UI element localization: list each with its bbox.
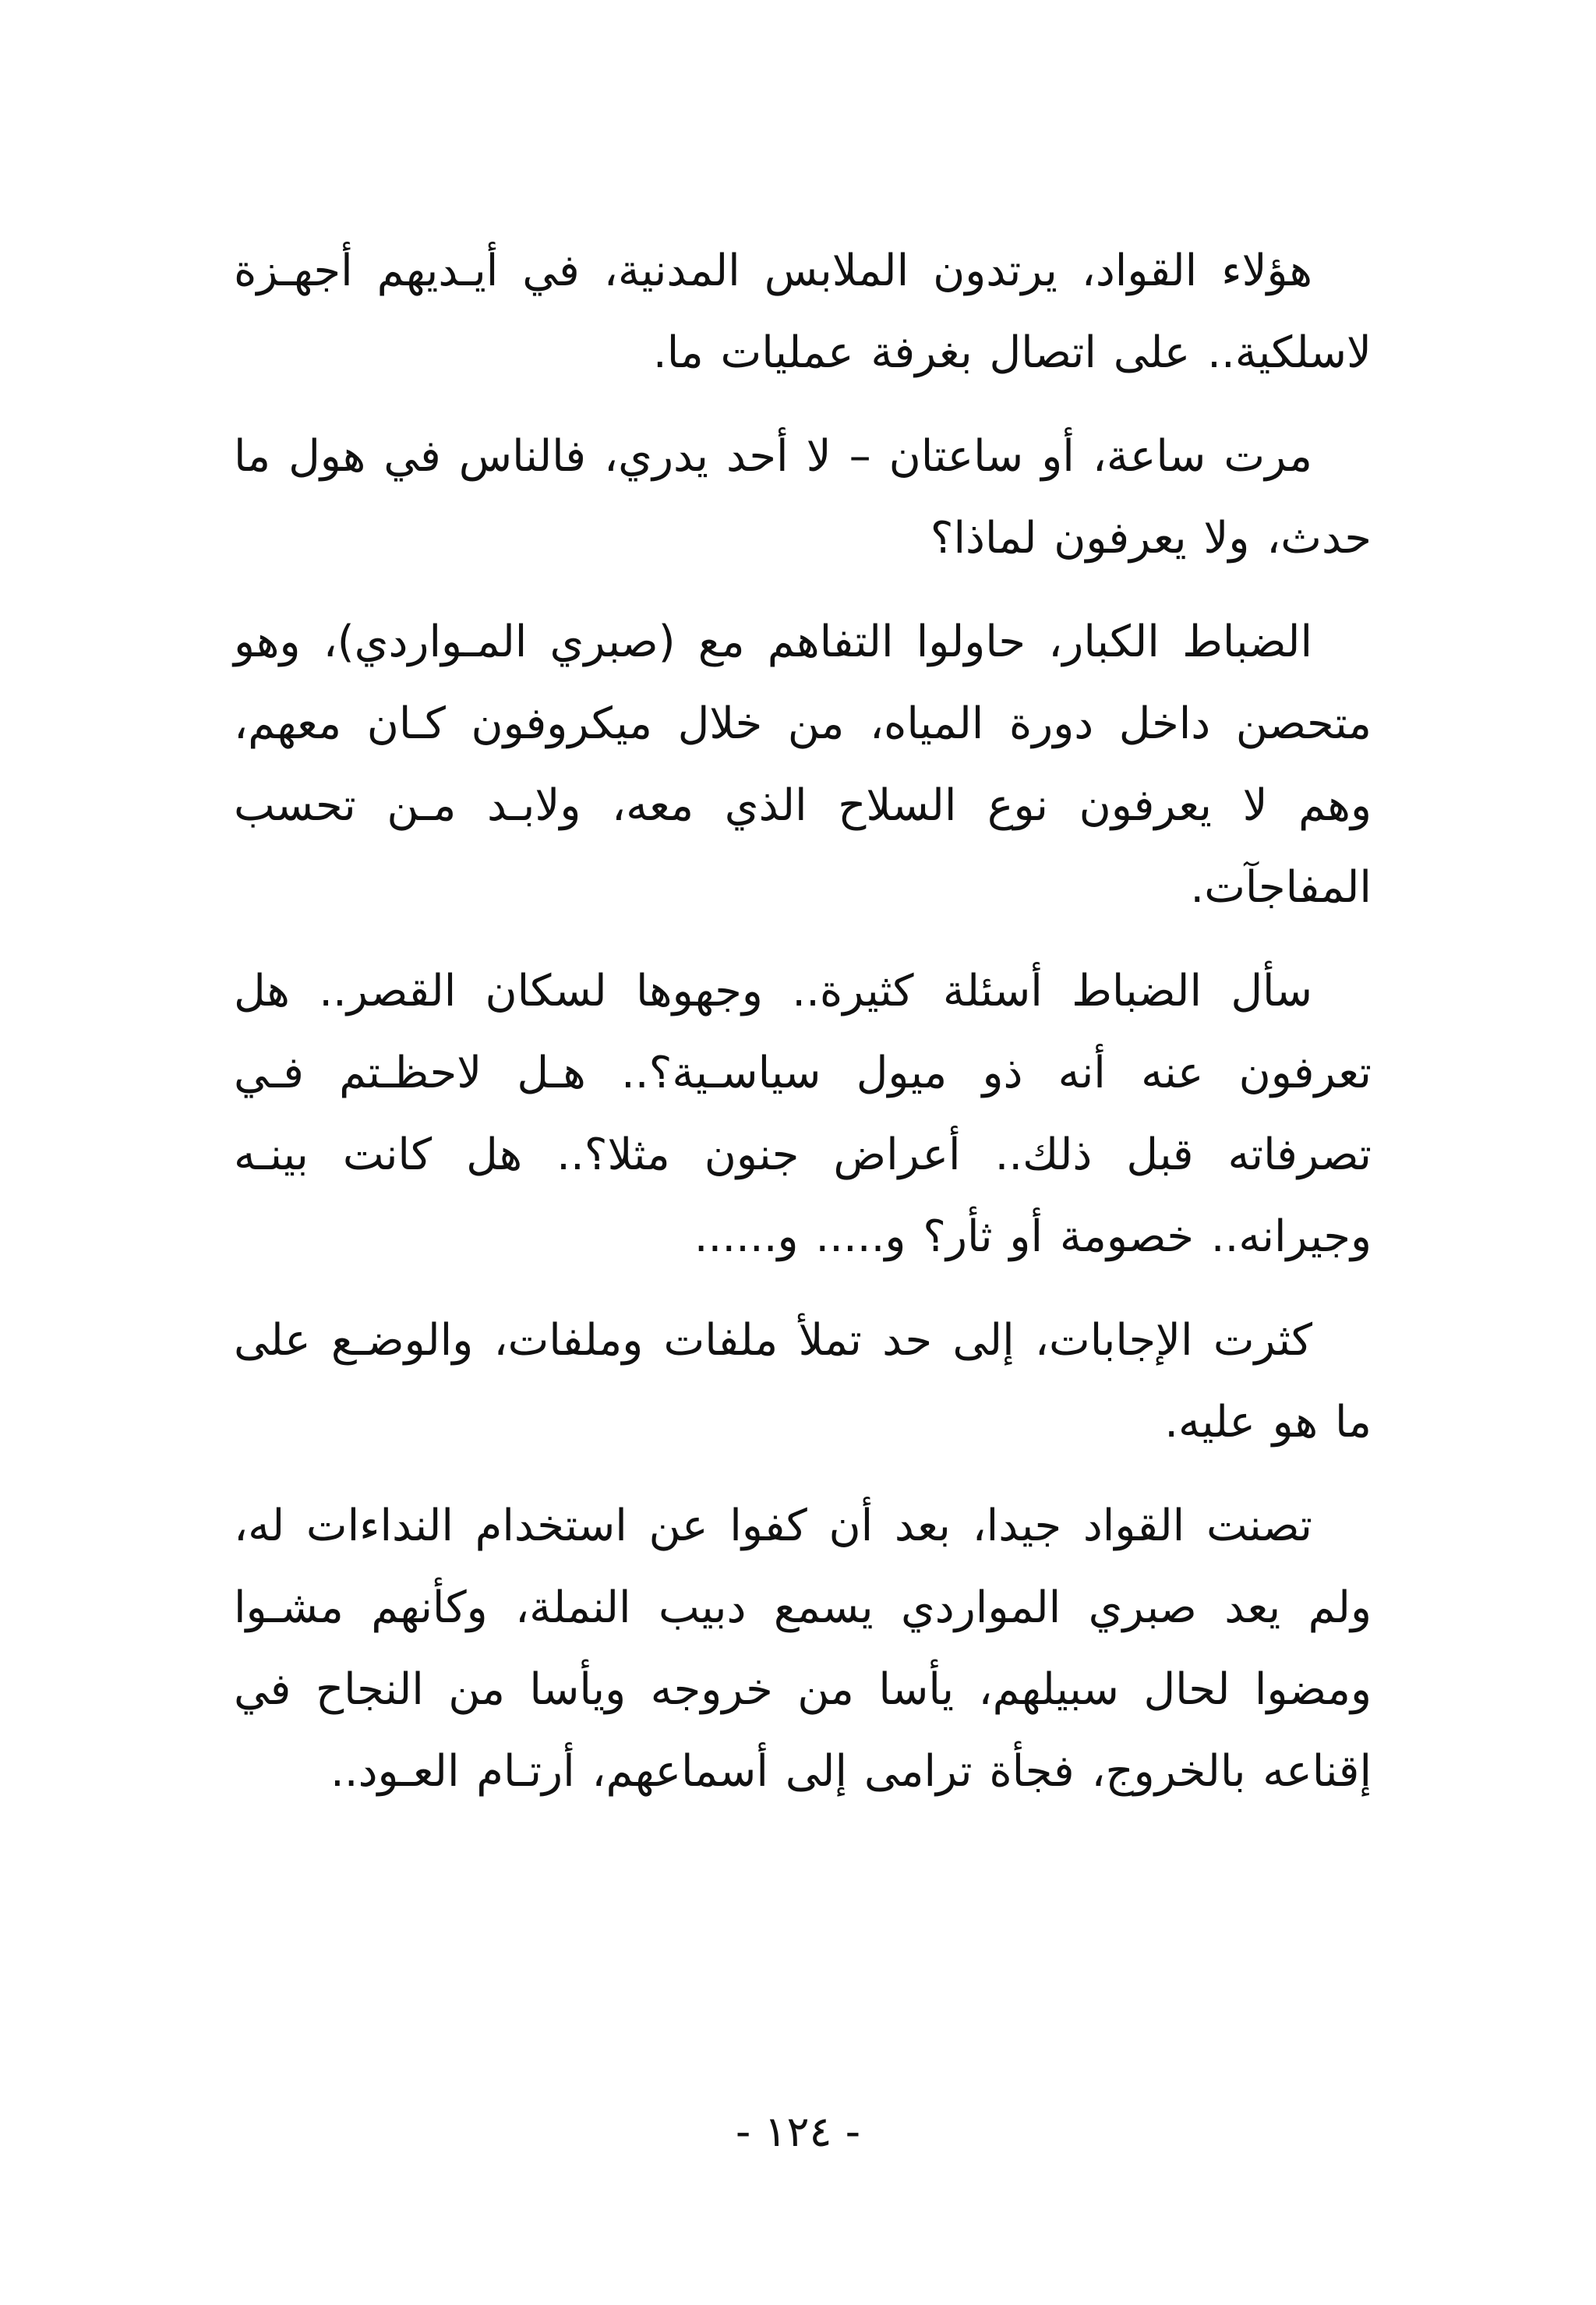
paragraph-3: الضباط الكبار، حاولوا التفاهم مع (صبري المـواردي)، وهو متحصن داخل دورة المياه، من خلال ميكروفون كـان معهم، وهم لا يعرفون نوع السلاح الذي معه، ولابـد مـن تحسب المفاجآت.: [234, 617, 1372, 913]
paragraph-2: مرت ساعة، أو ساعتان – لا أحد يدري، فالناس في هول ما حدث، ولا يعرفون لماذا؟: [234, 431, 1372, 564]
paragraph-6: تصنت القواد جيدا، بعد أن كفوا عن استخدام النداءات له، ولم يعد صبري المواردي يسمع دبيب النملة، وكأنهم مشـوا ومضوا لحال سبيلهم، يأسا من خروجه ويأسا من النجاح في إقناعه بالخروج، فجأة ترامى إلى أسماعهم، أرتـام العـود..: [234, 1501, 1372, 1797]
paragraph-1: هؤلاء القواد، يرتدون الملابس المدنية، في أيـديهم أجهـزة لاسلكية.. على اتصال بغرفة عمليات ما.: [234, 246, 1372, 378]
page-number: - ١٢٤ -: [735, 2107, 861, 2156]
body-text: [234, 230, 1372, 1834]
paragraph-5: كثرت الإجابات، إلى حد تملأ ملفات وملفات، والوضـع على ما هو عليه.: [234, 1315, 1372, 1448]
paragraph-4: سأل الضباط أسئلة كثيرة.. وجهوها لسكان القصر.. هل تعرفون عنه أنه ذو ميول سياسـية؟.. هـل لاحظـتم فـي تصرفاته قبل ذلك.. أعراض جنون مثلا؟.. هل كانت بينـه وجيرانه.. خصومة أو ثأر؟ و..... و......: [234, 966, 1372, 1262]
